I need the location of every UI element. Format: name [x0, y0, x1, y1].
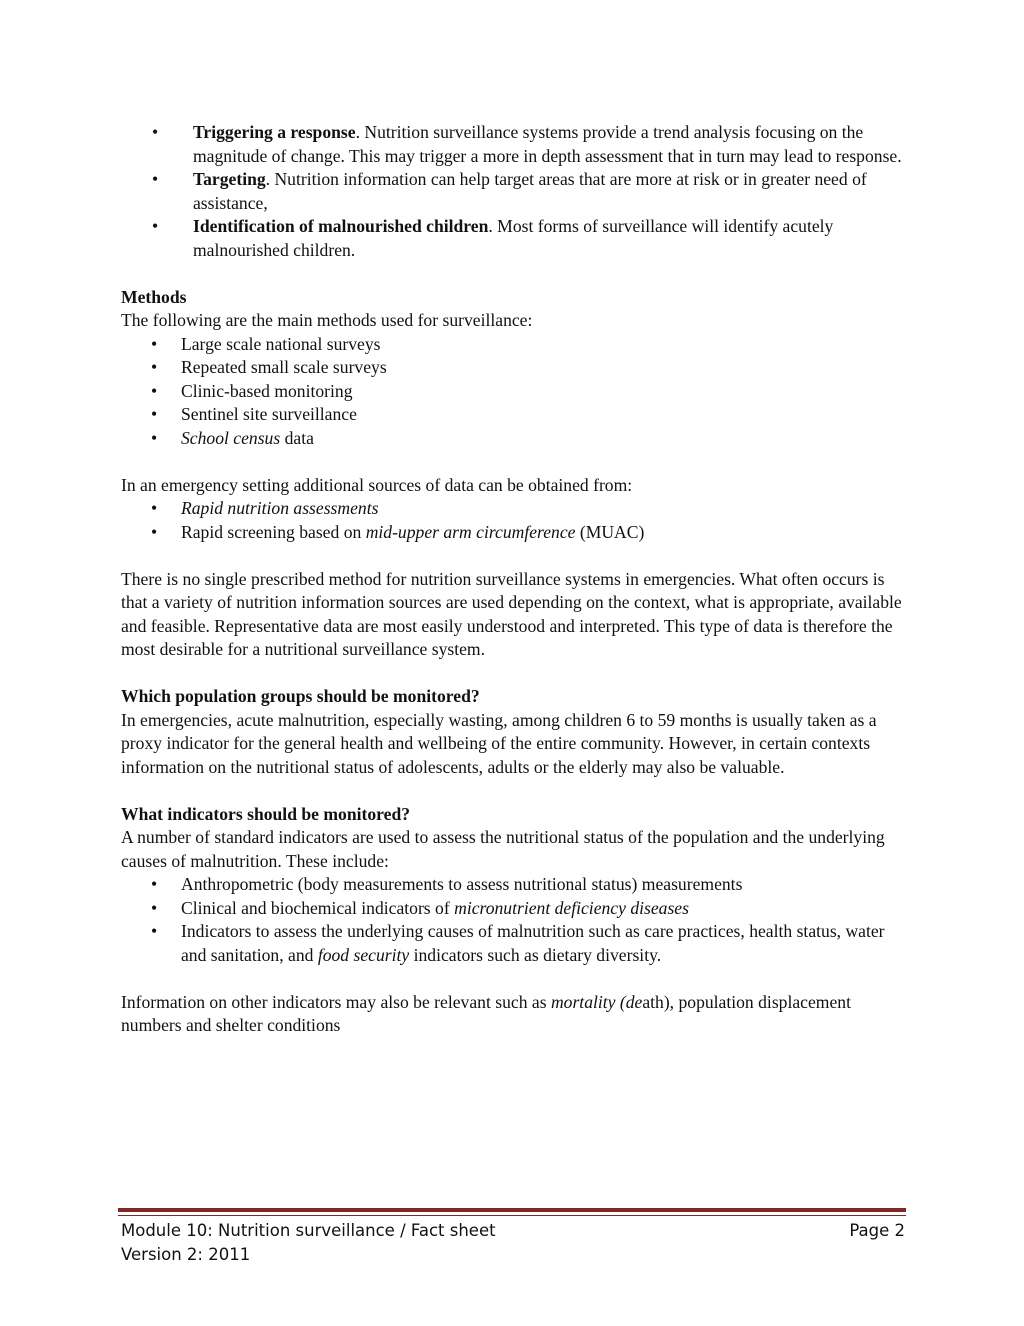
footer-module-title: Module 10: Nutrition surveillance / Fact sheet [121, 1221, 496, 1240]
document-body [121, 121, 911, 1038]
page-footer [121, 1219, 905, 1267]
list-item: • Sentinel site surveillance [121, 403, 911, 427]
italic-term: mid-upper arm circumference [365, 521, 576, 542]
italic-term: mortality (de [550, 991, 643, 1012]
list-item: • Large scale national surveys [121, 333, 911, 357]
footer-version: Version 2: 2011 [121, 1245, 251, 1264]
paragraph-text: ath), population displacement numbers and shelter conditions [121, 991, 851, 1035]
item-text: Indicators to assess the underlying causes of malnutrition such as care practices, health status, water and sanitation, and [181, 921, 885, 965]
list-item [121, 121, 911, 168]
item-text: Rapid screening based on [181, 521, 366, 542]
item-text: indicators such as dietary diversity. [409, 944, 662, 965]
italic-term: School census [181, 427, 281, 448]
italic-term: food security [317, 944, 410, 965]
indicators-list [121, 873, 911, 967]
list-item [121, 427, 911, 451]
list-item: • Clinic-based monitoring [121, 380, 911, 404]
methods-heading: Methods [121, 286, 187, 307]
list-item: • Repeated small scale surveys [121, 356, 911, 380]
italic-term: micronutrient deficiency diseases [454, 897, 689, 918]
emergency-intro: In an emergency setting additional sources of data can be obtained from: [121, 474, 633, 495]
bullet-text: . Nutrition surveillance systems provide a trend analysis focusing on the magnitude of change. This may trigger a more in depth assessment that in turn may lead to response. [193, 122, 902, 166]
list-item [121, 497, 911, 521]
indicators-intro: A number of standard indicators are used to assess the nutritional status of the population and the underlying causes of malnutrition. These include: [121, 827, 885, 871]
bullet-text: . Nutrition information can help target areas that are more at risk or in greater need of assistance, [193, 169, 867, 213]
no-single-method-paragraph: There is no single prescribed method for nutrition surveillance systems in emergencies. What often occurs is that a variety of nutrition information sources are used depending on the context, what is appropriate, available and feasible. Representative data are most easily understood and interpreted. This type of data is therefore the most desirable for a nutritional surveillance system. [121, 568, 902, 659]
purpose-bullet-list [121, 121, 911, 262]
bullet-term: Identification of malnourished children [193, 216, 489, 236]
bullet-term: Targeting [193, 169, 266, 189]
population-paragraph: In emergencies, acute malnutrition, especially wasting, among children 6 to 59 months is usually taken as a proxy indicator for the general health and wellbeing of the entire community. However, in certain contexts information on the nutritional status of adolescents, adults or the elderly may also be valuable. [121, 709, 877, 777]
paragraph-text: Information on other indicators may also be relevant such as [121, 991, 551, 1012]
list-item [121, 521, 911, 545]
bullet-term: Triggering a response [193, 122, 356, 142]
other-indicators-paragraph [121, 991, 911, 1038]
indicators-heading: What indicators should be monitored? [121, 803, 411, 824]
footer-rule-thin [118, 1215, 906, 1216]
bullet-text: . Most forms of surveillance will identify acutely malnourished children. [193, 216, 834, 260]
list-item: • Anthropometric (body measurements to assess nutritional status) measurements [121, 873, 911, 897]
list-item [121, 897, 911, 921]
footer-rule-thick [118, 1208, 906, 1212]
emergency-sources-list [121, 497, 911, 544]
list-item [121, 215, 911, 262]
item-text: (MUAC) [575, 521, 645, 542]
item-text: data [280, 427, 314, 448]
footer-page-number: Page 2 [849, 1221, 905, 1240]
list-item [121, 920, 911, 967]
methods-intro: The following are the main methods used for surveillance: [121, 310, 533, 330]
item-text: Clinical and biochemical indicators of [181, 897, 455, 918]
methods-list [121, 333, 911, 451]
population-heading: Which population groups should be monitored? [121, 686, 480, 706]
list-item [121, 168, 911, 215]
italic-term: Rapid nutrition assessments [181, 498, 379, 518]
